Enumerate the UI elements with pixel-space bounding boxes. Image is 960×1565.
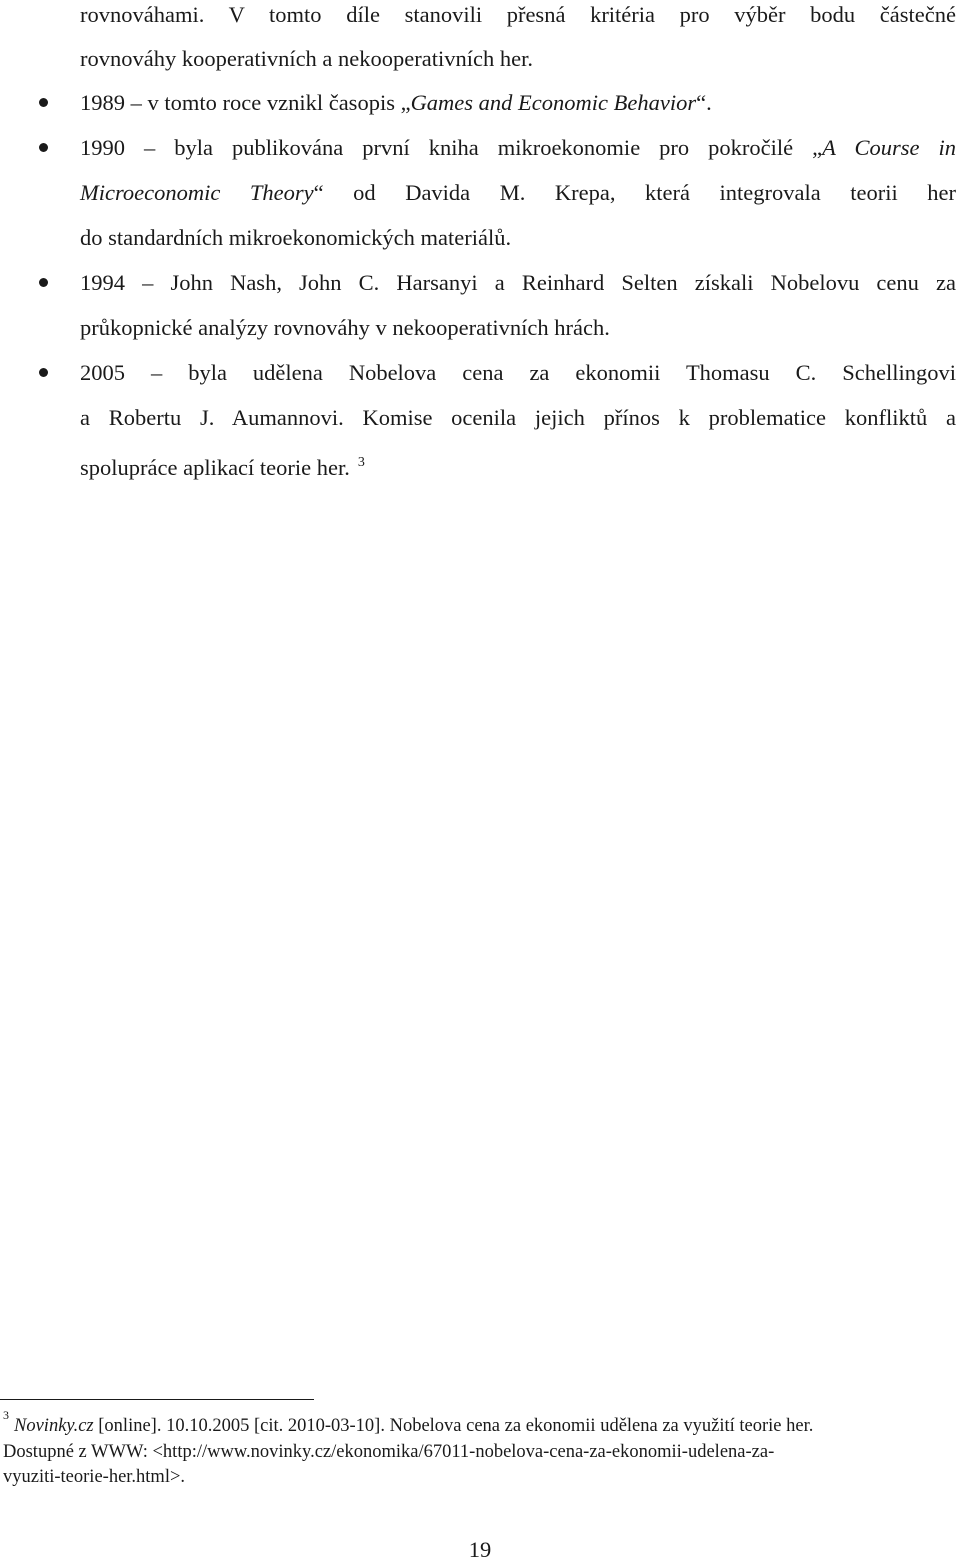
list-item-line: do standardních mikroekonomických materiálů. [80, 225, 512, 250]
list-item-text: spolupráce aplikací teorie her. [80, 455, 350, 480]
footnote-reference[interactable]: 3 [357, 455, 365, 470]
list-item: 2005 – byla udělena Nobelova cena za ekonomii Thomasu C. Schellingovi [80, 360, 956, 385]
footnote-marker: 3 [3, 1408, 9, 1422]
list-item-line: a Robertu J. Aumannovi. Komise ocenila jejich přínos k problematice konfliktů a [80, 405, 956, 430]
list-item-line: průkopnické analýzy rovnováhy v nekooperativních hrách. [80, 315, 610, 340]
bullet-icon [39, 98, 48, 107]
list-item-line [80, 448, 365, 483]
footnote-line [14, 1414, 813, 1438]
footnote-line[interactable]: Dostupné z WWW: <http://www.novinky.cz/ekonomika/67011-nobelova-cena-za-ekonomii-udelena-za- [3, 1442, 775, 1462]
list-item-text: “. [696, 90, 712, 115]
list-item [80, 133, 956, 163]
book-title: A Course in [822, 135, 956, 160]
bullet-icon [39, 278, 48, 287]
bullet-icon [39, 143, 48, 152]
list-item [80, 88, 712, 118]
bullet-icon [39, 368, 48, 377]
footnote-line[interactable]: vyuziti-teorie-her.html>. [3, 1467, 186, 1487]
footnote-separator [0, 1399, 314, 1400]
footnote-text: [online]. 10.10.2005 [cit. 2010-03-10]. Nobelova cena za ekonomii udělena za využití teorie her. [93, 1416, 814, 1436]
paragraph-line: rovnováhami. V tomto díle stanovili přesná kritéria pro výběr bodu částečné [80, 2, 956, 27]
list-item-text: 1990 – byla publikována první kniha mikroekonomie pro pokročilé „ [80, 135, 823, 160]
page-number: 19 [468, 1537, 492, 1562]
list-item-line [80, 178, 956, 208]
paragraph-line: rovnováhy kooperativních a nekooperativních her. [80, 46, 533, 71]
footnote-source: Novinky.cz [14, 1416, 94, 1436]
list-item-text: “ od Davida M. Krepa, která integrovala teorii her [313, 180, 956, 205]
list-item-text: 1989 – v tomto roce vznikl časopis „ [80, 90, 411, 115]
journal-title: Games and Economic Behavior [410, 90, 697, 115]
book-title: Microeconomic Theory [80, 180, 314, 205]
list-item: 1994 – John Nash, John C. Harsanyi a Reinhard Selten získali Nobelovu cenu za [80, 270, 956, 295]
